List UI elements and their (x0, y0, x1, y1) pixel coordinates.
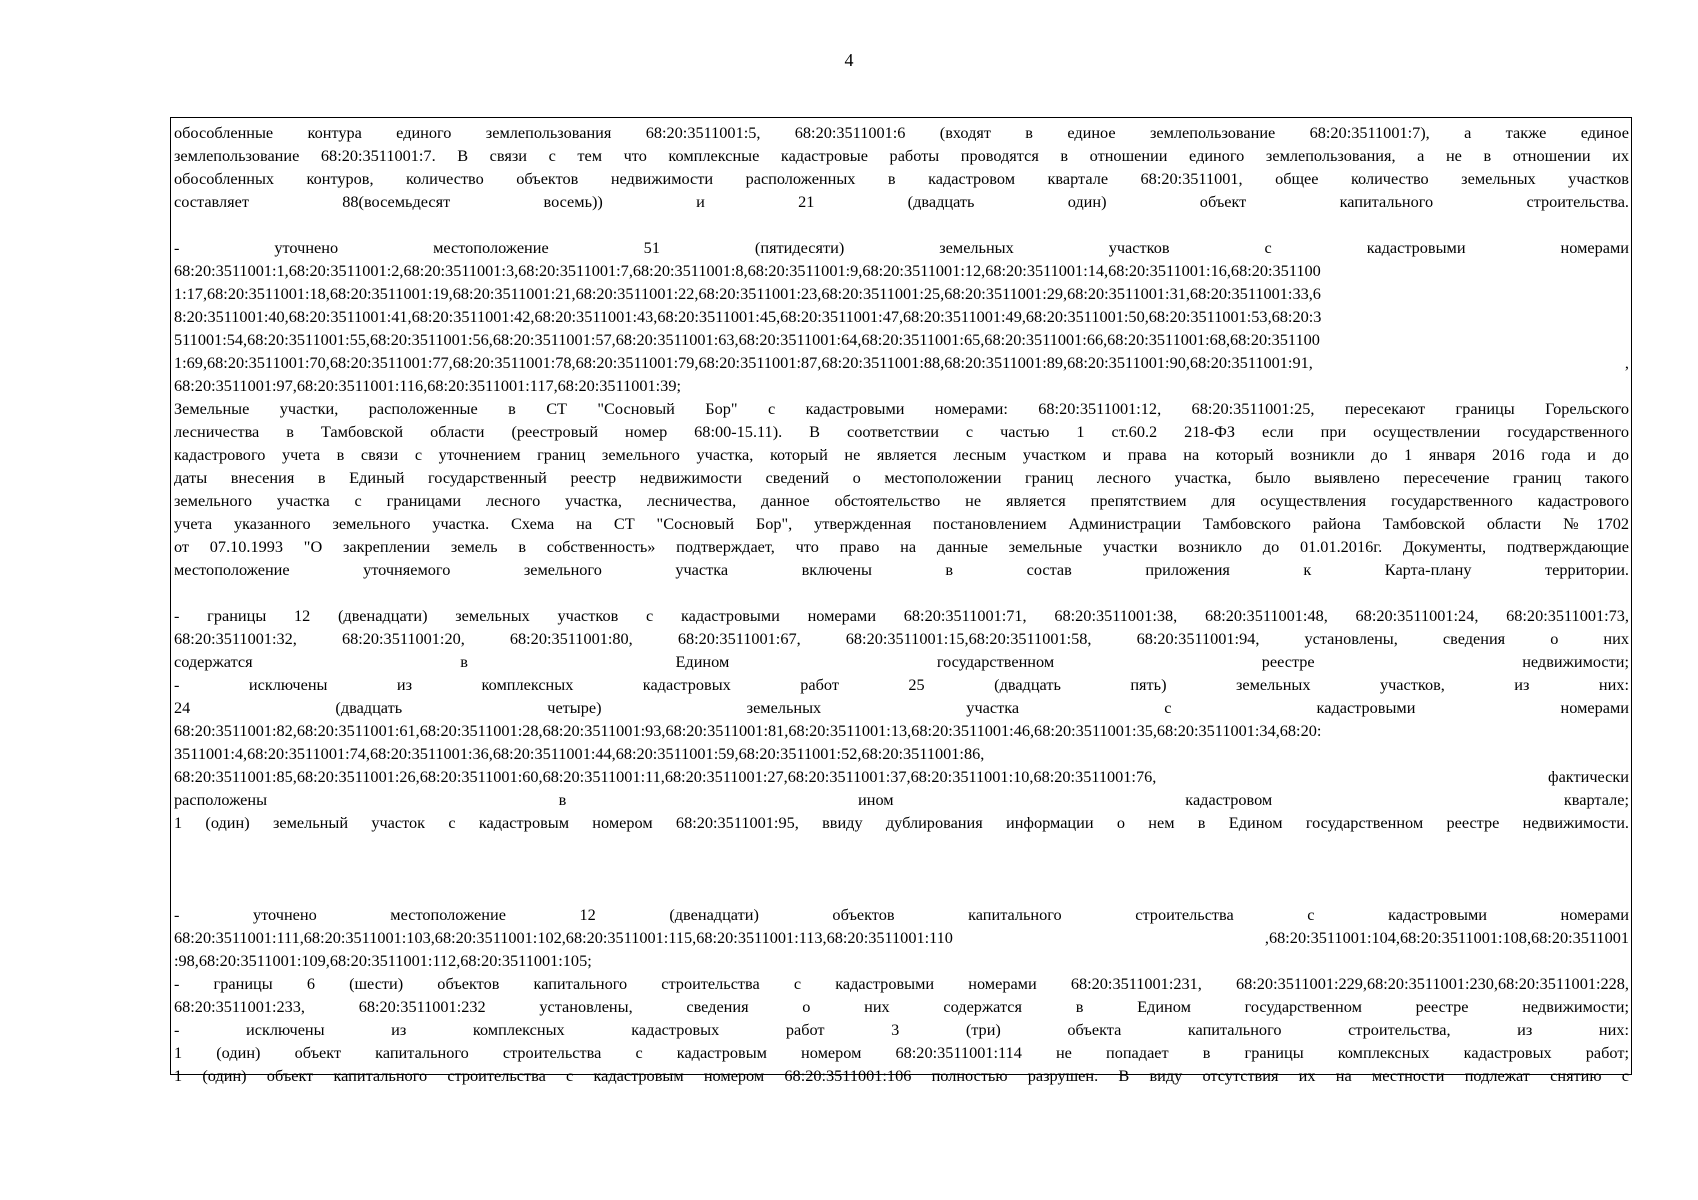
text-line: 8:20:3511001:40,68:20:3511001:41,68:20:3511001:42,68:20:3511001:43,68:20:3511001:45,68:20:3511001:47,68:20:3511001:49,68:20:3511001:50,68:20:3511001:53,68:20:3 (174, 307, 1322, 326)
text-line: 68:20:3511001:85,68:20:3511001:26,68:20:3511001:60,68:20:3511001:11,68:20:3511001:27,68:20:3511001:37,68:20:3511001:10,68:20:3511001:76, фактически (174, 767, 1629, 786)
text-line: 68:20:3511001:97,68:20:3511001:116,68:20:3511001:117,68:20:3511001:39; (174, 376, 681, 395)
text-line: 68:20:3511001:1,68:20:3511001:2,68:20:3511001:3,68:20:3511001:7,68:20:3511001:8,68:20:3511001:9,68:20:3511001:12,68:20:3511001:14,68:20:3511001:16,68:20:351100 (174, 261, 1321, 280)
text-line: :98,68:20:3511001:109,68:20:3511001:112,68:20:3511001:105; (174, 951, 592, 970)
text-line: 1:69,68:20:3511001:70,68:20:3511001:77,68:20:3511001:78,68:20:3511001:79,68:20:3511001:87,68:20:3511001:88,68:20:3511001:89,68:20:3511001:90,68:20:3511001:91, , (174, 353, 1629, 372)
text-line: 1:17,68:20:3511001:18,68:20:3511001:19,68:20:3511001:21,68:20:3511001:22,68:20:3511001:23,68:20:3511001:25,68:20:3511001:29,68:20:3511001:31,68:20:3511001:33,6 (174, 284, 1321, 303)
text-line: обособленных контуров, количество объектов недвижимости расположенных в кадастровом квартале 68:20:3511001, общее количество земельных участков (174, 169, 1629, 188)
text-line: от 07.10.1993 "О закреплении земель в собственность» подтверждает, что право на данные земельные участки возникло до 01.01.2016г. Документы, подтверждающие (174, 537, 1629, 556)
text-line: 1 (один) объект капитального строительства с кадастровым номером 68:20:3511001:114 не попадает в границы комплексных кадастровых работ; (174, 1043, 1629, 1062)
text-line: землепользование 68:20:3511001:7. В связи с тем что комплексные кадастровые работы проводятся в отношении единого землепользования, а не в отношении их (174, 146, 1629, 165)
text-line: 68:20:3511001:82,68:20:3511001:61,68:20:3511001:28,68:20:3511001:93,68:20:3511001:81,68:20:3511001:13,68:20:3511001:46,68:20:3511001:35,68:20:3511001:34,68:20: (174, 721, 1322, 740)
text-line: - исключены из комплексных кадастровых работ 3 (три) объекта капитального строительства, из них: (174, 1020, 1629, 1039)
text-line: - границы 12 (двенадцати) земельных участков с кадастровыми номерами 68:20:3511001:71, 68:20:3511001:38, 68:20:3511001:48, 68:20:3511001:24, 68:20:3511001:73, (174, 606, 1629, 625)
blank-line (174, 880, 1629, 903)
text-line: даты внесения в Единый государственный реестр недвижимости сведений о местоположении границ лесного участка, было выявлено пересечение границ такого (174, 468, 1629, 487)
page-number: 4 (844, 50, 854, 70)
text-line: 1 (один) земельный участок с кадастровым номером 68:20:3511001:95, ввиду дублирования информации о нем в Едином государственном реестре недвижимости. (174, 813, 1629, 832)
text-line: - уточнено местоположение 51 (пятидесяти) земельных участков с кадастровыми номерами (174, 238, 1629, 257)
text-line: - границы 6 (шести) объектов капитального строительства с кадастровыми номерами 68:20:3511001:231, 68:20:3511001:229,68:20:3511001:230,68:20:3511001:228, (174, 974, 1629, 993)
text-line: кадастрового учета в связи с уточнением границ земельного участка, который не является лесным участком и права на который возникли до 1 января 2016 года и до (174, 445, 1629, 464)
text-line: 24 (двадцать четыре) земельных участка с кадастровыми номерами (174, 698, 1629, 717)
text-line: земельного участка с границами лесного участка, лесничества, данное обстоятельство не является препятствием для осуществления государственного кадастрового (174, 491, 1629, 510)
document-text-box (170, 117, 1632, 1085)
text-line: лесничества в Тамбовской области (реестровый номер 68:00-15.11). В соответствии с частью 1 ст.60.2 218-ФЗ если при осуществлении государственного (174, 422, 1629, 441)
blank-lines (174, 834, 1629, 880)
blank-line (174, 213, 1629, 236)
text-line: расположены в ином кадастровом квартале; (174, 790, 1629, 809)
text-line: содержатся в Едином государственном реестре недвижимости; (174, 652, 1629, 671)
text-line: - уточнено местоположение 12 (двенадцати) объектов капитального строительства с кадастровыми номерами (174, 905, 1629, 924)
text-line: обособленные контура единого землепользования 68:20:3511001:5, 68:20:3511001:6 (входят в единое землепользование 68:20:3511001:7), а также единое (174, 123, 1629, 142)
text-line: - исключены из комплексных кадастровых работ 25 (двадцать пять) земельных участков, из них: (174, 675, 1629, 694)
text-line: 511001:54,68:20:3511001:55,68:20:3511001:56,68:20:3511001:57,68:20:3511001:63,68:20:3511001:64,68:20:3511001:65,68:20:3511001:66,68:20:3511001:68,68:20:351100 (174, 330, 1320, 349)
text-line: учета указанного земельного участка. Схема на СТ "Сосновый Бор", утвержденная постановлением Администрации Тамбовского района Тамбовской области №1702 (174, 514, 1629, 533)
text-line: 3511001:4,68:20:3511001:74,68:20:3511001:36,68:20:3511001:44,68:20:3511001:59,68:20:3511001:52,68:20:3511001:86, (174, 744, 985, 763)
text-line: 68:20:3511001:233, 68:20:3511001:232 установлены, сведения о них содержатся в Едином государственном реестре недвижимости; (174, 997, 1629, 1016)
text-line: 68:20:3511001:111,68:20:3511001:103,68:20:3511001:102,68:20:3511001:115,68:20:3511001:113,68:20:3511001:110 ,68:20:3511001:104,68:20:3511001:108,68:20:3511001 (174, 928, 1629, 947)
text-line: составляет 88(восемьдесят восемь)) и 21 (двадцать один) объект капитального строительства. (174, 192, 1629, 211)
text-line: 68:20:3511001:32, 68:20:3511001:20, 68:20:3511001:80, 68:20:3511001:67, 68:20:3511001:15,68:20:3511001:58, 68:20:3511001:94, установлены, сведения о них (174, 629, 1629, 648)
text-line: Земельные участки, расположенные в СТ "Сосновый Бор" с кадастровыми номерами: 68:20:3511001:12, 68:20:3511001:25, пересекают границы Горельского (174, 399, 1629, 418)
blank-line (174, 581, 1629, 604)
text-line: 1 (один) объект капитального строительства с кадастровым номером 68:20:3511001:106 полностью разрушен. В виду отсутствия их на местности подлежат снятию с (174, 1066, 1629, 1085)
text-line: местоположение уточняемого земельного участка включены в состав приложения к Карта-плану территории. (174, 560, 1629, 579)
